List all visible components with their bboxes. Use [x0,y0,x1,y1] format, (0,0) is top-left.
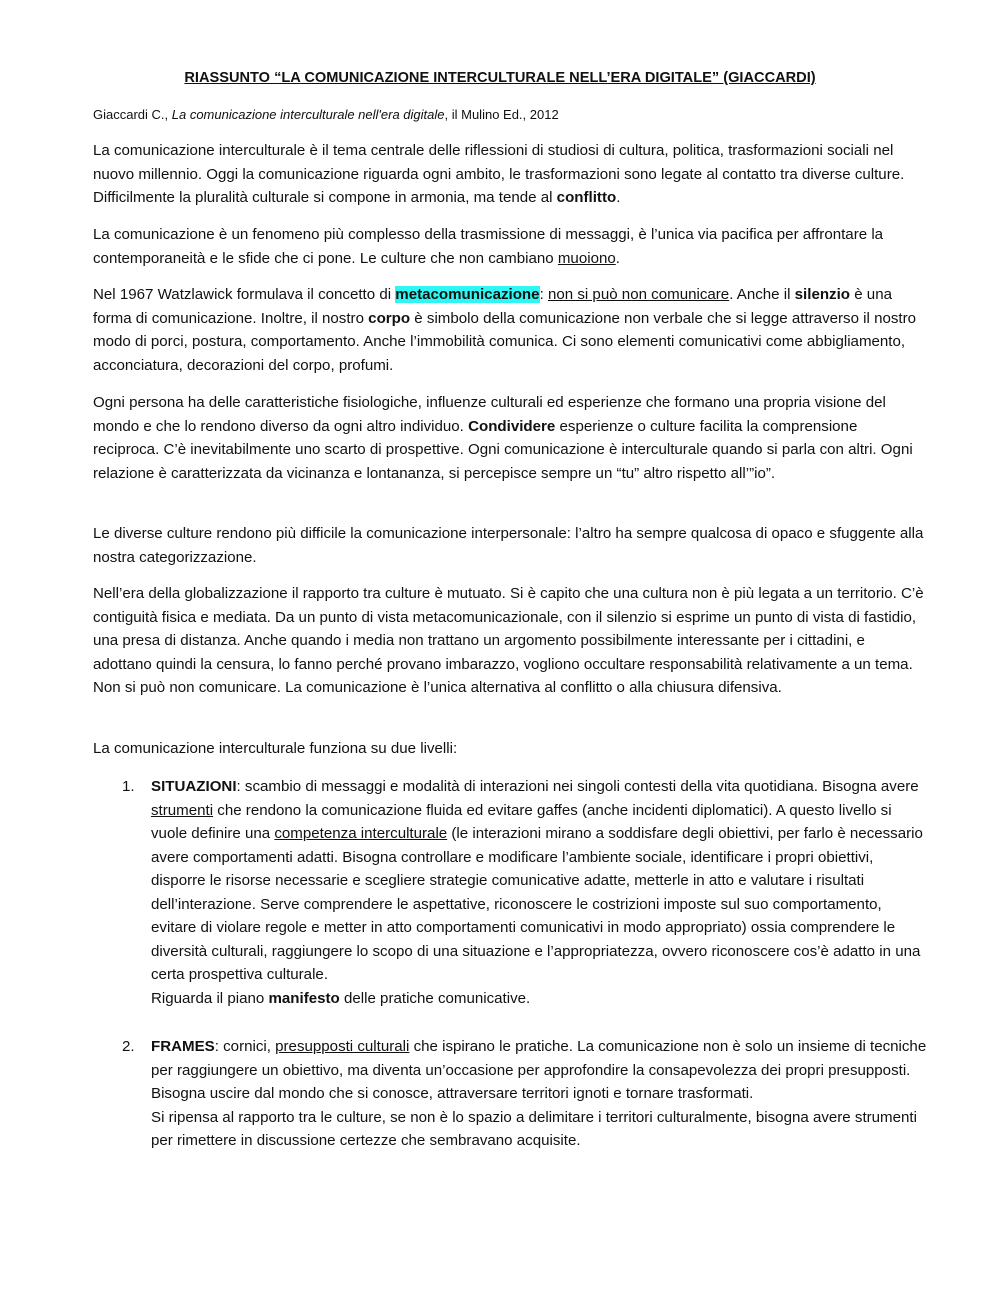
paragraph-text: che rendono la comunicazione fluida ed evitare gaffes (anche incidenti diplomatici). A questo livello si vuole definire una [151,801,892,842]
paragraph-text: è simbolo della comunicazione non verbale che si legge attraverso il nostro modo di porci, postura, comportamento. Anche l’immobilità comunica. Ci sono elementi comunicativi come abbigliamento, acconciatura, decorazioni del corpo, profumi. [93,309,917,374]
paragraph-text: . [615,249,620,267]
bold-term: conflitto [556,189,617,206]
list-number: 2. [122,1038,135,1055]
paragraph-1 [93,139,927,210]
paragraph-text: . [616,189,621,206]
paragraph-text: delle pratiche comunicative. [339,989,531,1007]
list-item-text [151,1035,931,1153]
paragraph-text: Nell’era della globalizzazione il rapporto tra culture è mutuato. Si è capito che una cultura non è più legata a un territorio. C’è contiguità fisica e mediata. Da un punto di vista metacomunicazionale, con il silenzio si esprime un punto di vista di fastidio, una presa di distanza. Anche quando i media non trattano un argomento possibilmente interessante per i cittadini, e adottano quindi la censura, lo fanno perché provano imbarazzo, vogliono occultare responsabilità relativamente a un tema. Non si può non comunicare. La comunicazione è l’unica alternativa al conflitto o alla chiusura difensiva. [93,585,924,696]
paragraph-text: Ogni persona ha delle caratteristiche fisiologiche, influenze culturali ed esperienze che formano una propria visione del mondo e che lo rendono diverso da ogni altro individuo. [93,394,886,435]
paragraph-2 [93,223,927,270]
list-number: 1. [122,778,135,795]
underlined-term: muoiono [557,249,616,267]
citation [93,107,559,122]
bold-term: corpo [368,309,411,327]
paragraph-text: . Anche il [729,286,795,303]
bold-term: SITUAZIONI [151,778,237,795]
underlined-term: presupposti culturali [275,1038,410,1055]
bold-term: silenzio [794,286,851,303]
paragraph-5 [93,522,927,569]
paragraph-text: La comunicazione interculturale funziona su due livelli: [93,740,458,757]
paragraph-text: è una forma di comunicazione. Inoltre, il nostro [93,286,892,327]
highlighted-term: metacomunicazione [395,286,540,303]
paragraph-7 [93,737,927,761]
citation-publisher: , il Mulino Ed., 2012 [444,107,559,122]
citation-author: Giaccardi C., [93,107,172,122]
bold-term: Condividere [468,417,556,435]
bold-term: FRAMES [151,1038,215,1055]
paragraph-text: La comunicazione è un fenomeno più complesso della trasmissione di messaggi, è l’unica via pacifica per affrontare la contemporaneità e le sfide che ci pone. Le culture che non cambiano [93,226,884,267]
paragraph-text: Riguarda il piano [151,989,269,1007]
bold-term: manifesto [268,989,340,1007]
paragraph-text: Le diverse culture rendono più difficile la comunicazione interpersonale: l’altro ha sempre qualcosa di opaco e sfuggente alla nostra categorizzazione. [93,525,924,566]
paragraph-text: Nel 1967 Watzlawick formulava il concetto di [93,286,396,303]
document-title: RIASSUNTO “LA COMUNICAZIONE INTERCULTURALE NELL’ERA DIGITALE” (GIACCARDI) [184,70,816,86]
paragraph-4 [93,391,927,485]
paragraph-text: La comunicazione interculturale è il tema centrale delle riflessioni di studiosi di cultura, politica, trasformazioni sociali nel nuovo millennio. Oggi la comunicazione riguarda ogni ambito, le trasformazioni sono legate al contatto tra diverse culture. Difficilmente la pluralità culturale si compone in armonia, ma tende al [93,142,905,206]
paragraph-text: Si ripensa al rapporto tra le culture, se non è lo spazio a delimitare i territori culturalmente, bisogna avere strumenti per rimettere in discussione certezze che sembravano acquisite. [151,1108,917,1149]
paragraph-3 [93,283,927,377]
paragraph-6 [93,582,927,700]
paragraph-text: esperienze o culture facilita la comprensione reciproca. C’è inevitabilmente uno scarto di prospettive. Ogni comunicazione è interculturale quando si parla con altri. Ogni relazione è caratterizzata da vicinanza e lontananza, si percepisce sempre un “tu” altro rispetto all’”io”. [93,417,913,482]
underlined-term: non si può non comunicare [547,286,730,303]
underlined-term: strumenti [151,801,214,819]
paragraph-text: : [539,286,548,303]
list-item-text [151,775,931,1010]
paragraph-text: : cornici, [214,1038,276,1055]
paragraph-text: (le interazioni mirano a soddisfare degli obiettivi, per farlo è necessario avere comportamenti adatti. Bisogna controllare e modificare l’ambiente sociale, identificare i propri obiettivi, disporre le risorse necessarie e scegliere strategie comunicative adatte, metterle in atto e valutare i risultati dell’interazione. Serve comprendere le aspettative, riconoscere le costrizioni imposte sul suo comportamento, evitare di violare regole e metter in atto comportamenti comunicativi in modo appropriato) ossia comprendere le diversità culturali, raggiungere lo scopo di una situazione e l’appropriatezza, ovvero riconoscere cos’è adatto in una certa prospettiva culturale. [151,825,923,983]
paragraph-text: che ispirano le pratiche. La comunicazione non è solo un insieme di tecniche per raggiungere un obiettivo, ma diventa un’occasione per approfondire la consapevolezza dei propri presupposti. Bisogna uscire dal mondo che si conosce, attraversare territori ignoti e tornare trasformati. [151,1038,927,1102]
paragraph-text: : scambio di messaggi e modalità di interazioni nei singoli contesti della vita quotidiana. Bisogna avere [236,778,919,795]
citation-book-title: La comunicazione interculturale nell'era digitale [171,107,445,122]
underlined-term: competenza interculturale [274,825,448,842]
